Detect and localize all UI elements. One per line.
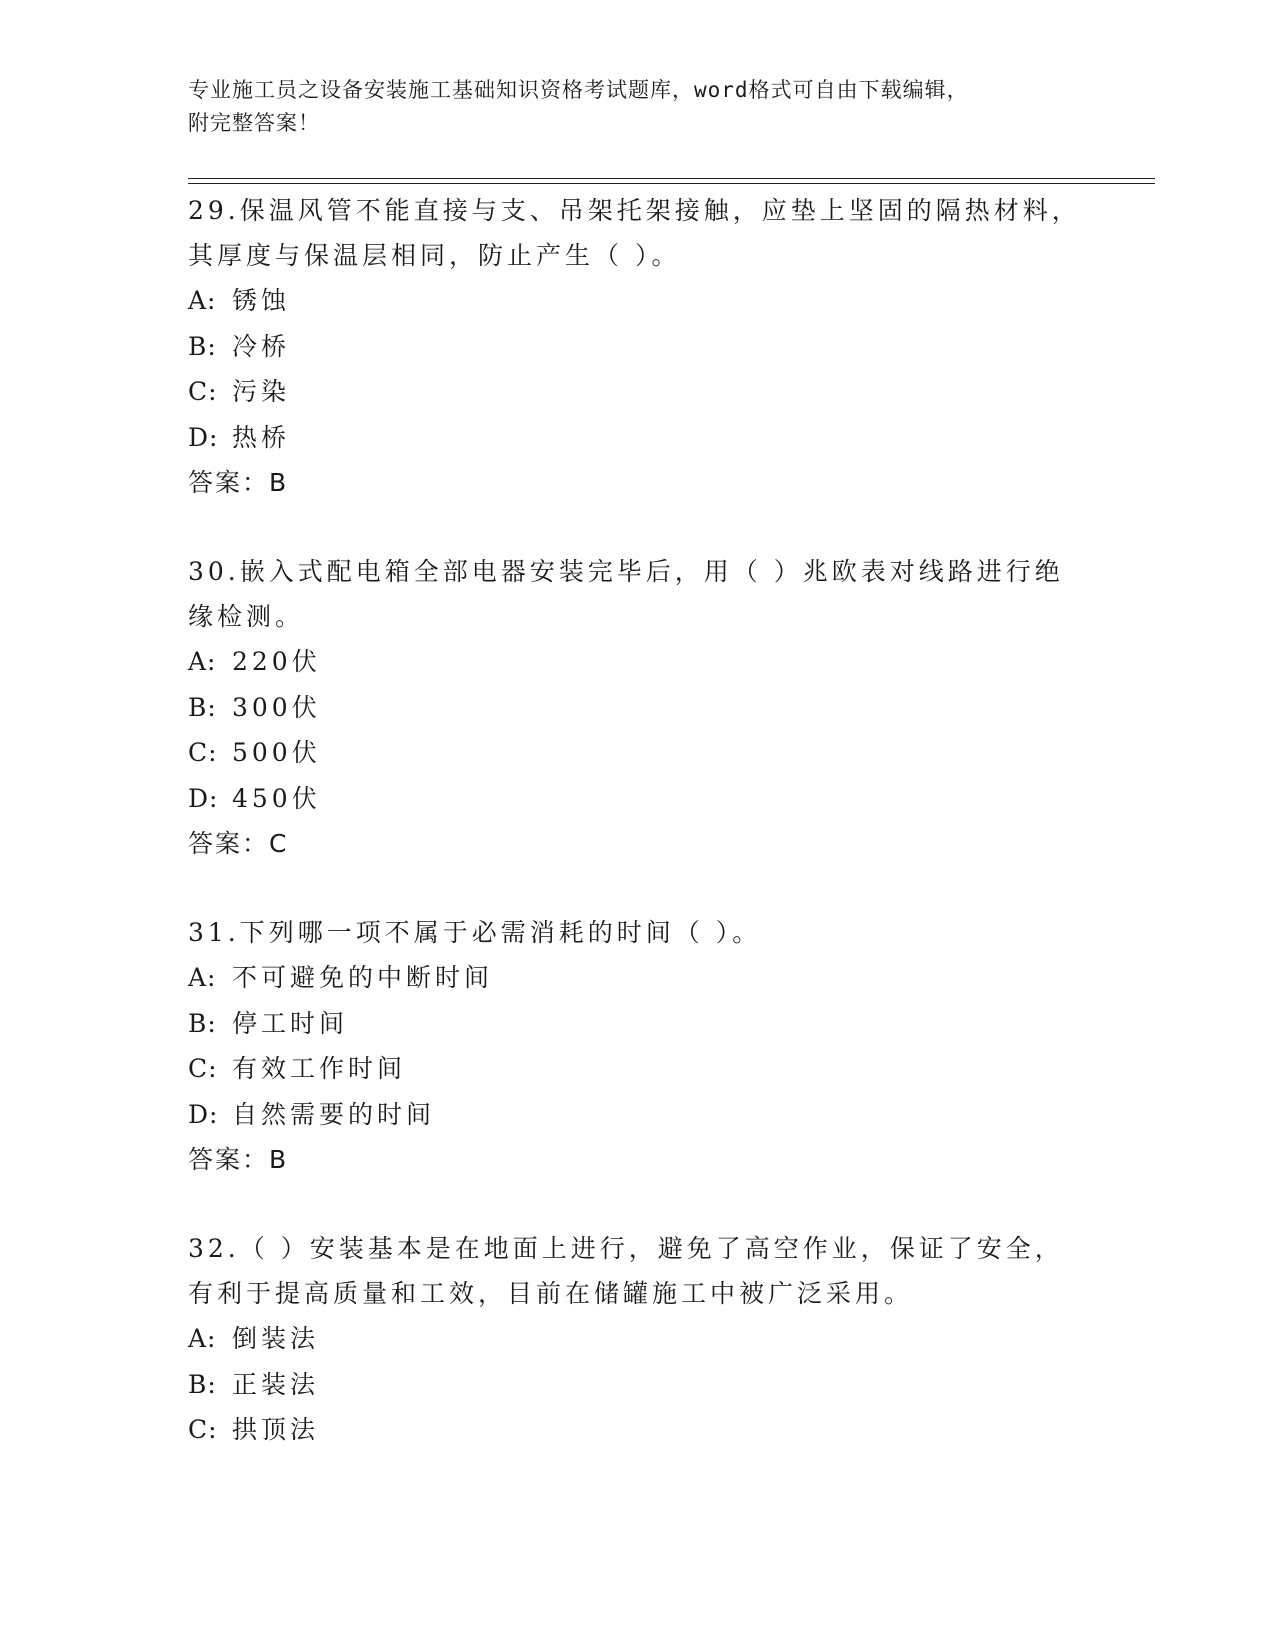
option-a (188, 955, 1088, 1001)
question-stem (188, 910, 1088, 955)
option-text: 停工时间 (232, 1008, 349, 1038)
option-text: 污染 (232, 377, 291, 406)
header-line-1: 专业施工员之设备安装施工基础知识资格考试题库，word格式可自由下载编辑， (188, 78, 969, 102)
question-spacer (188, 1183, 1088, 1226)
question-stem (188, 1226, 1088, 1316)
answer-text: 答案：B (188, 1145, 289, 1174)
option-c (188, 730, 1088, 776)
option-key: B: (188, 1008, 217, 1038)
option-a (188, 639, 1088, 685)
question-list (188, 188, 1088, 1453)
option-text: 倒装法 (232, 1324, 320, 1353)
header-divider-top (188, 178, 1155, 179)
option-text: 不可避免的中断时间 (232, 963, 494, 992)
option-text: 300伏 (232, 692, 321, 722)
option-key: A: (188, 286, 217, 315)
option-key: D: (188, 422, 219, 452)
option-key: B: (188, 331, 217, 361)
document-header (188, 74, 1088, 140)
question-29 (188, 188, 1088, 506)
question-32 (188, 1226, 1088, 1453)
question-stem-line-1: 29.保温风管不能直接与支、吊架托架接触，应垫上坚固的隔热材料， (188, 196, 1081, 225)
option-text: 500伏 (232, 738, 321, 767)
option-d (188, 1092, 1088, 1138)
option-b (188, 1001, 1088, 1047)
option-d (188, 776, 1088, 822)
option-c (188, 1046, 1088, 1092)
answer-text: 答案：C (188, 829, 289, 858)
answer-text: 答案：B (188, 468, 289, 497)
option-b (188, 685, 1088, 731)
header-line-2: 附完整答案！ (188, 111, 320, 135)
option-text: 220伏 (232, 647, 321, 676)
option-b (188, 324, 1088, 370)
header-divider-bottom (188, 183, 1155, 184)
option-text: 冷桥 (232, 331, 291, 361)
question-spacer (188, 506, 1088, 549)
question-stem-line-1: 30.嵌入式配电箱全部电器安装完毕后，用（ ）兆欧表对线路进行绝 (188, 557, 1064, 586)
option-text: 自然需要的时间 (232, 1099, 436, 1129)
option-key: B: (188, 1369, 217, 1399)
option-text: 拱顶法 (232, 1415, 320, 1444)
option-a (188, 278, 1088, 324)
option-key: A: (188, 1324, 217, 1353)
question-stem-line-1: 32.（ ）安装基本是在地面上进行，避免了高空作业，保证了安全， (188, 1234, 1064, 1263)
question-stem-line-2: 缘检测。 (188, 602, 305, 631)
option-text: 450伏 (232, 783, 321, 813)
option-key: B: (188, 692, 217, 722)
option-key: D: (188, 1099, 219, 1129)
option-c (188, 369, 1088, 415)
question-stem-line-2: 其厚度与保温层相同，防止产生（ ）。 (188, 241, 681, 270)
option-d (188, 415, 1088, 461)
question-spacer (188, 867, 1088, 910)
question-31 (188, 910, 1088, 1183)
option-text: 锈蚀 (232, 286, 291, 315)
option-key: C: (188, 1415, 218, 1444)
option-key: A: (188, 647, 217, 676)
question-stem (188, 188, 1088, 278)
option-text: 热桥 (232, 422, 291, 452)
option-a (188, 1316, 1088, 1362)
option-key: D: (188, 783, 219, 813)
option-text: 有效工作时间 (232, 1054, 407, 1083)
option-c (188, 1407, 1088, 1453)
option-key: A: (188, 963, 217, 992)
option-b (188, 1362, 1088, 1408)
option-text: 正装法 (232, 1369, 320, 1399)
option-key: C: (188, 377, 218, 406)
question-stem (188, 549, 1088, 639)
option-key: C: (188, 738, 218, 767)
question-stem-line-2: 有利于提高质量和工效，目前在储罐施工中被广泛采用。 (188, 1279, 914, 1308)
option-key: C: (188, 1054, 218, 1083)
question-stem-line-1: 31.下列哪一项不属于必需消耗的时间（ ）。 (188, 918, 762, 947)
question-30 (188, 549, 1088, 867)
